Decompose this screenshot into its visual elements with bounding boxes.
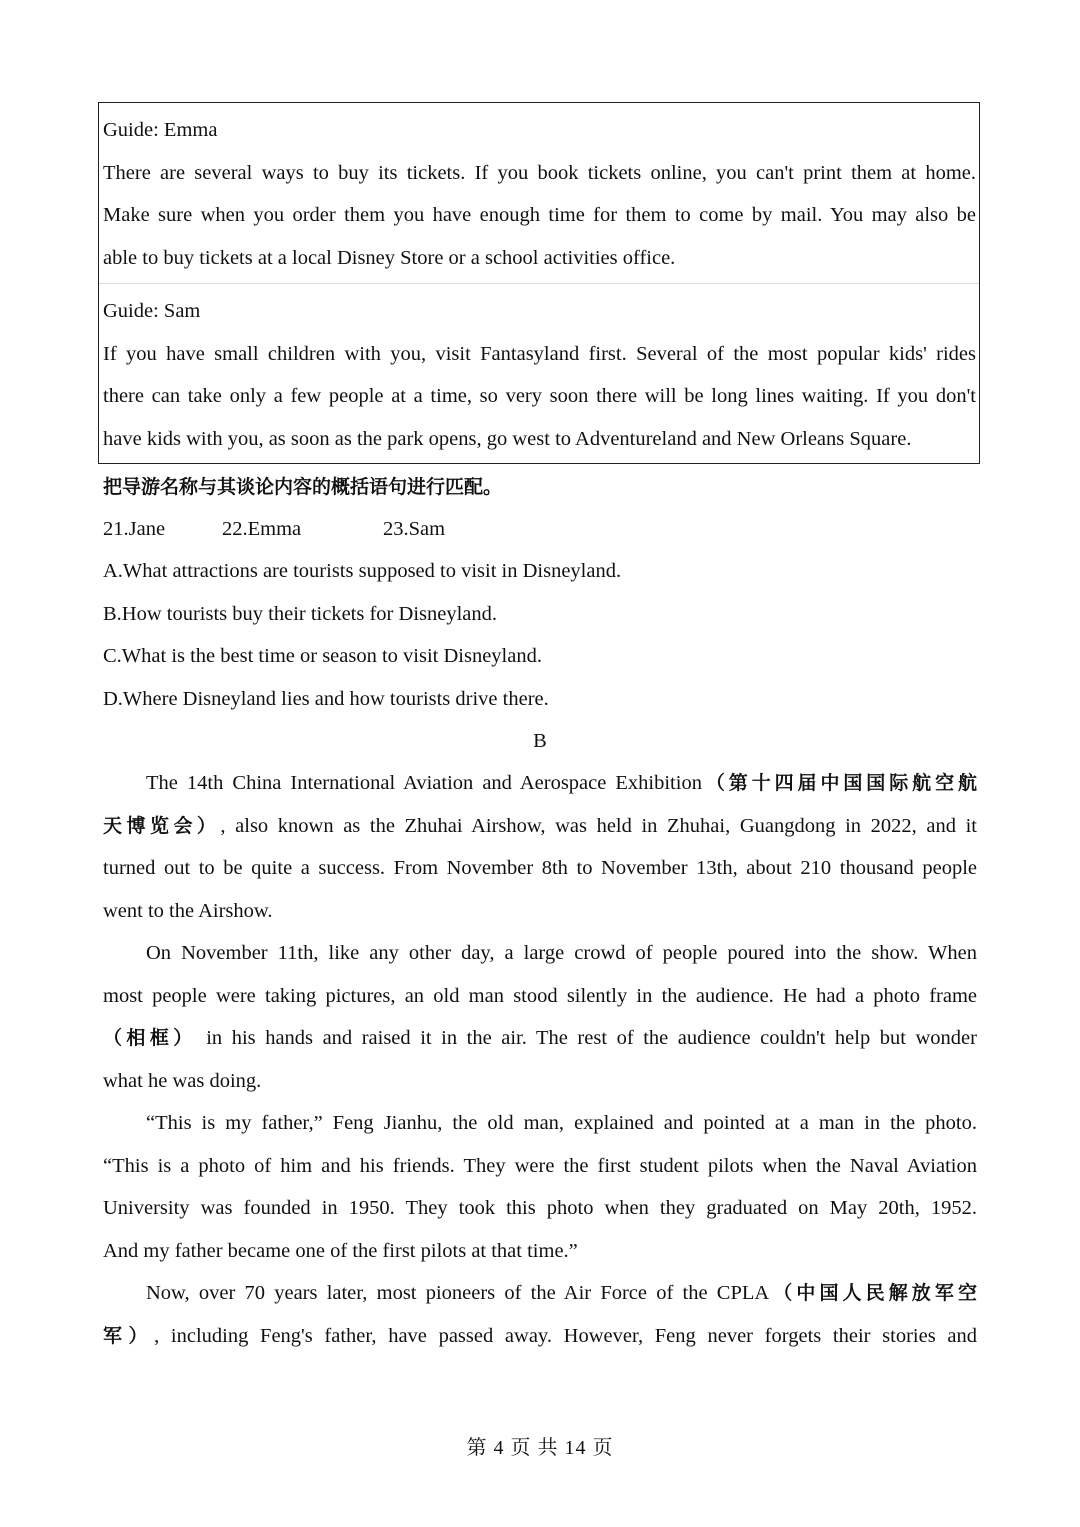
section-label: B (533, 730, 547, 752)
guide-emma-title: Guide: Emma (103, 119, 218, 141)
paragraph-line (103, 805, 977, 848)
paragraph-line (103, 1272, 977, 1315)
text-span: Now, over 70 years later, most pioneers of the Air Force of the CPLA (146, 1282, 770, 1304)
paragraph-line (103, 1315, 977, 1358)
question-list (103, 508, 977, 551)
guide-sam-line: If you have small children with you, visit Fantasyland first. Several of the most popular kids' rides (103, 342, 976, 365)
paragraph-line (103, 1017, 977, 1060)
text-span: The 14th China International Aviation and Aerospace Exhibition (146, 772, 702, 794)
page-footer: 第 4 页 共 14 页 (466, 1437, 614, 1459)
paragraph-line: turned out to be quite a success. From November 8th to November 13th, about 210 thousand people (103, 857, 977, 879)
text-span: , including Feng's father, have passed away. However, Feng never forgets their stories and (154, 1324, 977, 1347)
question-21: 21.Jane (103, 518, 166, 540)
guide-table (98, 102, 980, 464)
guide-sam-cell (99, 284, 979, 465)
guide-emma-line: able to buy tickets at a local Disney Store or a school activities office. (103, 246, 676, 269)
paragraph-line: went to the Airshow. (103, 899, 273, 922)
text-span: , also known as the Zhuhai Airshow, was held in Zhuhai, Guangdong in 2022, and it (220, 814, 977, 837)
chinese-gloss: （中国人民解放军空 (769, 1282, 977, 1304)
guide-sam-line: there can take only a few people at a time, so very soon there will be long lines waiting. If you don't (103, 385, 976, 407)
guide-sam-line: have kids with you, as soon as the park opens, go west to Adventureland and New Orleans Square. (103, 427, 912, 450)
guide-sam-title: Guide: Sam (103, 300, 201, 322)
option-list (103, 550, 977, 720)
paragraph-line: University was founded in 1950. They took this photo when they graduated on May 20th, 1952. (103, 1197, 977, 1219)
paragraph-line: what he was doing. (103, 1069, 262, 1092)
paragraph-line: “This is a photo of him and his friends. They were the first student pilots when the Naval Aviation (103, 1154, 977, 1177)
paragraph-line: On November 11th, like any other day, a large crowd of people poured into the show. When (146, 942, 977, 964)
text-span: in his hands and raised it in the air. The rest of the audience couldn't help but wonder (196, 1027, 977, 1049)
matching-instruction: 把导游名称与其谈论内容的概括语句进行匹配。 (103, 476, 503, 498)
chinese-gloss: （第十四届中国国际航空航 (701, 772, 977, 794)
question-23: 23.Sam (383, 518, 446, 540)
paragraph-line: most people were taking pictures, an old man stood silently in the audience. He had a photo frame (103, 984, 977, 1007)
passage-b (103, 762, 977, 1357)
paragraph-line (103, 762, 977, 805)
paragraph-line: “This is my father,” Feng Jianhu, the old man, explained and pointed at a man in the photo. (146, 1112, 977, 1134)
question-22: 22.Emma (222, 518, 302, 540)
paragraph-line: And my father became one of the first pilots at that time.” (103, 1239, 578, 1262)
guide-emma-line: Make sure when you order them you have enough time for them to come by mail. You may also be (103, 204, 976, 226)
option-c: C.What is the best time or season to visit Disneyland. (103, 645, 542, 667)
option-d: D.Where Disneyland lies and how tourists drive there. (103, 687, 549, 710)
option-b: B.How tourists buy their tickets for Disneyland. (103, 602, 498, 625)
guide-emma-cell (99, 103, 979, 284)
chinese-gloss: （相框） (103, 1027, 197, 1049)
guide-emma-line: There are several ways to buy its tickets. If you book tickets online, you can't print them at home. (103, 161, 976, 184)
chinese-gloss: 天博览会） (103, 814, 221, 837)
chinese-gloss: 军） (103, 1324, 155, 1347)
option-a: A.What attractions are tourists supposed to visit in Disneyland. (103, 560, 622, 582)
